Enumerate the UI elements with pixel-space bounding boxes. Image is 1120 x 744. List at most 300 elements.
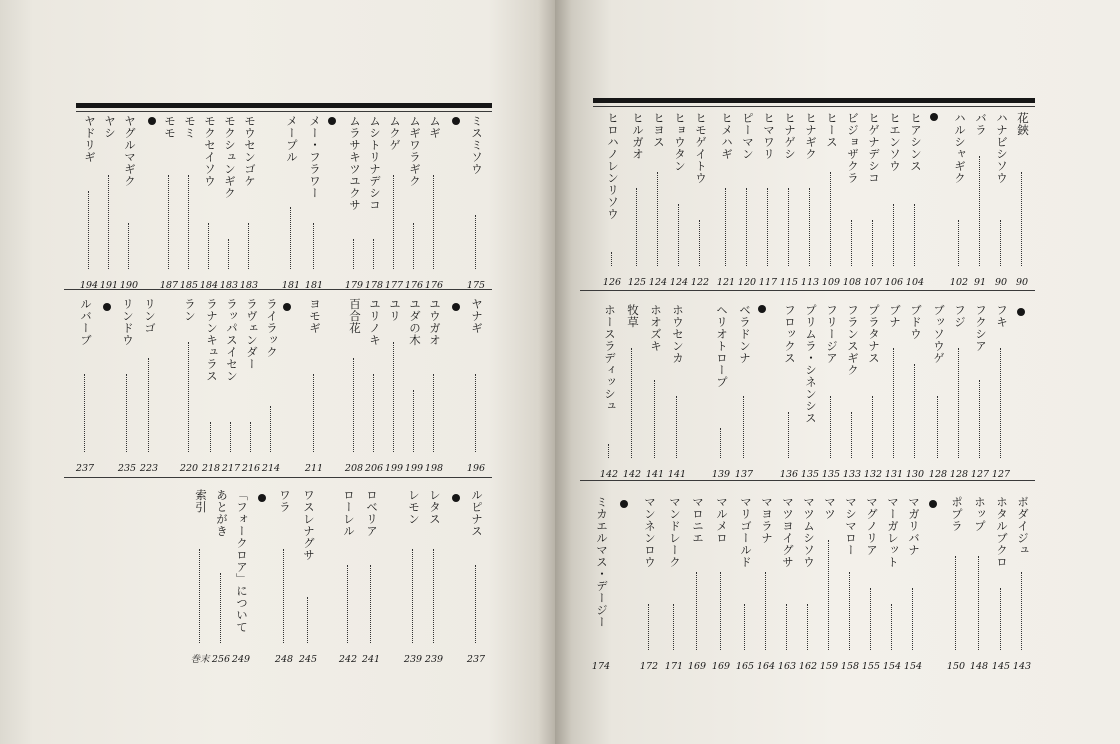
entry-page: 176: [424, 280, 444, 291]
entry-page: 176: [404, 280, 424, 291]
section-bullet: [283, 303, 291, 311]
index-entry: [425, 115, 443, 291]
entry-name: ラナンキュラス: [205, 298, 219, 382]
index-entry: [191, 489, 209, 665]
entry-name: ヒナギク: [804, 112, 818, 160]
entry-page: 130: [905, 469, 925, 480]
section-bullet: [452, 117, 460, 125]
index-entry: [405, 115, 423, 291]
entry-name: ヤドリギ: [83, 115, 97, 163]
entry-name: ワラ: [278, 489, 292, 513]
entry-page: 248: [274, 654, 294, 665]
index-entry: [864, 112, 882, 288]
index-entry: [801, 304, 819, 480]
entry-name: ブナ: [888, 304, 902, 328]
entry-name: フキ: [995, 304, 1009, 328]
entry-name: ヒヨス: [652, 112, 666, 148]
entry-name: ヤナギ: [470, 298, 484, 334]
index-entry: [822, 304, 840, 480]
entry-name: マガリバナ: [907, 496, 921, 556]
index-entry: [305, 298, 323, 474]
entry-name: マシマロー: [844, 496, 858, 556]
index-entry: [240, 115, 258, 291]
entry-page: 199: [404, 463, 424, 474]
entry-page: 142: [599, 469, 619, 480]
right-row-divider-1: [580, 290, 1035, 291]
entry-name: 花鋏: [1016, 112, 1030, 136]
index-entry: [780, 112, 798, 288]
entry-name: ワスレナグサ: [302, 489, 316, 561]
index-entry: [691, 112, 709, 288]
entry-name: ラン: [183, 298, 197, 322]
entry-name: 「フォークロア」について: [235, 489, 249, 633]
entry-page: 128: [949, 469, 969, 480]
entry-page: 133: [842, 469, 862, 480]
entry-name: ラッパスイセン: [225, 298, 239, 382]
index-entry: [202, 298, 220, 474]
entry-page: 181: [304, 280, 324, 291]
entry-name: ホースラディッシュ: [603, 304, 617, 412]
entry-name: ムギワラギク: [408, 115, 422, 187]
entry-page: 154: [903, 661, 923, 672]
index-entry: [778, 496, 796, 672]
entry-page: 137: [734, 469, 754, 480]
entry-name: ヒマワリ: [762, 112, 776, 160]
index-entry: [275, 489, 293, 665]
index-entry: [971, 304, 989, 480]
section-bullet: [930, 113, 938, 121]
index-entry: [222, 298, 240, 474]
entry-page: 117: [758, 277, 778, 288]
entry-name: マツムシソウ: [802, 496, 816, 568]
entry-name: マーガレット: [886, 496, 900, 568]
entry-page: 136: [779, 469, 799, 480]
entry-name: ムクゲ: [388, 115, 402, 151]
entry-name: フロックス: [783, 304, 797, 364]
entry-name: ビジョザクラ: [846, 112, 860, 184]
entry-page: 158: [840, 661, 860, 672]
entry-name: フリージア: [825, 304, 839, 364]
entry-page: 220: [179, 463, 199, 474]
index-entry: [801, 112, 819, 288]
index-entry: [649, 112, 667, 288]
entry-name: ヨモギ: [308, 298, 322, 334]
entry-page: 169: [687, 661, 707, 672]
entry-name: リンゴ: [143, 298, 157, 334]
entry-page: 208: [344, 463, 364, 474]
entry-page: 183: [219, 280, 239, 291]
entry-name: ホオズキ: [649, 304, 663, 352]
entry-page: 128: [928, 469, 948, 480]
entry-name: ローレル: [342, 489, 356, 537]
entry-name: ヒロハノレンリソウ: [606, 112, 620, 220]
entry-page: 223: [139, 463, 159, 474]
entry-name: レモン: [407, 489, 421, 525]
index-entry: [180, 115, 198, 291]
index-entry: [947, 496, 965, 672]
entry-name: ムギ: [428, 115, 442, 139]
entry-page: 143: [1012, 661, 1032, 672]
entry-page: 184: [199, 280, 219, 291]
index-entry: [738, 112, 756, 288]
entry-page: 256: [211, 654, 231, 665]
entry-name: ヤシ: [103, 115, 117, 139]
entry-page: 104: [905, 277, 925, 288]
entry-page: 142: [622, 469, 642, 480]
entry-name: モモ: [163, 115, 177, 139]
index-entry: [646, 304, 664, 480]
index-entry: [864, 304, 882, 480]
entry-name: ベラドンナ: [738, 304, 752, 364]
index-entry: [404, 489, 422, 665]
index-entry: [904, 496, 922, 672]
entry-page: 181: [281, 280, 301, 291]
index-entry: [120, 115, 138, 291]
entry-name: メー・フラワー: [308, 115, 322, 199]
entry-page: 127: [991, 469, 1011, 480]
index-entry: [950, 112, 968, 288]
entry-name: ヒース: [825, 112, 839, 148]
index-entry: [592, 496, 610, 672]
entry-name: バラ: [974, 112, 988, 136]
index-entry: [603, 112, 621, 288]
entry-name: ユダの木: [408, 298, 422, 346]
entry-page: 237: [466, 654, 486, 665]
entry-page: 245: [298, 654, 318, 665]
entry-name: ルバーブ: [79, 298, 93, 346]
index-entry: [780, 304, 798, 480]
section-bullet: [1017, 308, 1025, 316]
entry-page: 194: [79, 280, 99, 291]
entry-page: 145: [991, 661, 1011, 672]
index-entry: [623, 304, 641, 480]
index-entry: [425, 489, 443, 665]
entry-page: 155: [861, 661, 881, 672]
index-entry: [992, 304, 1010, 480]
index-entry: [232, 489, 250, 665]
entry-page: 218: [201, 463, 221, 474]
entry-name: 牧草: [626, 304, 640, 328]
entry-page: 239: [424, 654, 444, 665]
index-entry: [600, 304, 618, 480]
entry-name: ホップ: [973, 496, 987, 532]
entry-page: 115: [779, 277, 799, 288]
index-entry: [76, 298, 94, 474]
entry-page: 154: [882, 661, 902, 672]
index-entry: [688, 496, 706, 672]
entry-name: ピーマン: [741, 112, 755, 160]
entry-name: マツヨイグサ: [781, 496, 795, 568]
entry-page: 175: [466, 280, 486, 291]
entry-name: ヒエンソウ: [888, 112, 902, 172]
index-entry: [668, 304, 686, 480]
entry-name: ボダイジュ: [1016, 496, 1030, 556]
index-entry: [282, 115, 300, 291]
index-entry: [425, 298, 443, 474]
index-entry: [200, 115, 218, 291]
index-entry: [950, 304, 968, 480]
entry-page: 239: [403, 654, 423, 665]
index-entry: [345, 115, 363, 291]
entry-name: ユウガオ: [428, 298, 442, 346]
entry-page: 237: [75, 463, 95, 474]
entry-page: 122: [690, 277, 710, 288]
index-entry: [365, 298, 383, 474]
index-entry: [712, 304, 730, 480]
index-entry: [212, 489, 230, 665]
entry-page: 198: [424, 463, 444, 474]
entry-page: 171: [664, 661, 684, 672]
index-entry: [885, 112, 903, 288]
entry-page: 148: [969, 661, 989, 672]
entry-name: モクシュンギク: [223, 115, 237, 199]
section-bullet: [258, 494, 266, 502]
entry-name: モクセイソウ: [203, 115, 217, 187]
index-entry: [339, 489, 357, 665]
section-bullet: [452, 303, 460, 311]
entry-name: ブドウ: [909, 304, 923, 340]
index-entry: [345, 298, 363, 474]
section-bullet: [620, 500, 628, 508]
index-entry: [80, 115, 98, 291]
entry-name: ライラック: [265, 298, 279, 358]
index-entry: [820, 496, 838, 672]
entry-name: プリムラ・シネンシス: [804, 304, 818, 424]
index-entry: [665, 496, 683, 672]
entry-name: プラタナス: [867, 304, 881, 364]
entry-name: ミスミソウ: [470, 115, 484, 175]
index-entry: [299, 489, 317, 665]
index-entry: [100, 115, 118, 291]
entry-name: フランスギク: [846, 304, 860, 376]
index-entry: [1013, 112, 1031, 288]
entry-page: 150: [946, 661, 966, 672]
entry-page: 249: [231, 654, 251, 665]
entry-name: マリゴールド: [739, 496, 753, 568]
index-entry: [929, 304, 947, 480]
index-entry: [467, 298, 485, 474]
index-entry: [885, 304, 903, 480]
index-entry: [883, 496, 901, 672]
entry-name: ヘリオトロープ: [715, 304, 729, 388]
entry-name: マグノリア: [865, 496, 879, 556]
entry-name: ヒアシンス: [909, 112, 923, 172]
entry-page: 120: [737, 277, 757, 288]
entry-page: 108: [842, 277, 862, 288]
entry-page: 214: [261, 463, 281, 474]
section-bullet: [103, 303, 111, 311]
entry-name: レタス: [428, 489, 442, 525]
entry-name: ハルシャギク: [953, 112, 967, 184]
index-entry: [906, 304, 924, 480]
index-entry: [640, 496, 658, 672]
index-entry: [262, 298, 280, 474]
entry-name: モミ: [183, 115, 197, 139]
entry-name: フジ: [953, 304, 967, 328]
entry-name: ヒルガオ: [631, 112, 645, 160]
entry-name: ブッソウゲ: [932, 304, 946, 364]
entry-page: 139: [711, 469, 731, 480]
entry-name: ラヴェンダー: [245, 298, 259, 370]
entry-name: ヒゲナデシコ: [867, 112, 881, 184]
entry-page: 106: [884, 277, 904, 288]
entry-name: マツ: [823, 496, 837, 520]
right-row-divider-2: [580, 480, 1035, 481]
entry-page: 163: [777, 661, 797, 672]
index-entry: [970, 496, 988, 672]
entry-page: 183: [239, 280, 259, 291]
entry-name: ヒョウタン: [673, 112, 687, 172]
left-header-rule: [76, 103, 492, 108]
entry-name: メープル: [285, 115, 299, 163]
entry-page: 216: [241, 463, 261, 474]
section-bullet: [452, 494, 460, 502]
entry-page: 162: [798, 661, 818, 672]
entry-name: ユリノキ: [368, 298, 382, 346]
entry-name: ホタルブクロ: [995, 496, 1009, 568]
index-entry: [906, 112, 924, 288]
index-entry: [405, 298, 423, 474]
left-header-rule-thin: [76, 111, 492, 112]
right-header-rule-thin: [593, 106, 1035, 107]
index-entry: [843, 304, 861, 480]
index-entry: [628, 112, 646, 288]
entry-name: マヨラナ: [760, 496, 774, 544]
index-entry: [717, 112, 735, 288]
entry-name: あとがき: [215, 489, 229, 537]
entry-name: モウセンゴケ: [243, 115, 257, 187]
entry-name: マンドレーク: [668, 496, 682, 568]
right-header-rule: [593, 98, 1035, 103]
entry-page: 206: [364, 463, 384, 474]
entry-page: 211: [304, 463, 324, 474]
entry-name: フクシア: [974, 304, 988, 352]
index-entry: [971, 112, 989, 288]
index-entry: [735, 304, 753, 480]
entry-name: ホウセンカ: [671, 304, 685, 364]
section-bullet: [328, 117, 336, 125]
entry-page: 187: [159, 280, 179, 291]
entry-name: ルピナス: [470, 489, 484, 537]
index-entry: [467, 115, 485, 291]
index-entry: [862, 496, 880, 672]
section-bullet: [929, 500, 937, 508]
entry-name: ヒモゲイトウ: [694, 112, 708, 184]
entry-page: 90: [994, 277, 1008, 288]
entry-name: ヒメハギ: [720, 112, 734, 160]
index-entry: [305, 115, 323, 291]
entry-page: 169: [711, 661, 731, 672]
entry-name: ヤグルマギク: [123, 115, 137, 187]
index-entry: [220, 115, 238, 291]
entry-page: 177: [384, 280, 404, 291]
entry-page: 124: [669, 277, 689, 288]
index-entry: [365, 115, 383, 291]
entry-page: 131: [884, 469, 904, 480]
entry-page: 178: [364, 280, 384, 291]
section-bullet: [758, 305, 766, 313]
entry-page: 190: [119, 280, 139, 291]
entry-page: 185: [179, 280, 199, 291]
entry-page: 159: [819, 661, 839, 672]
entry-page: 巻末: [190, 654, 210, 665]
index-entry: [670, 112, 688, 288]
entry-page: 217: [221, 463, 241, 474]
index-entry: [841, 496, 859, 672]
entry-name: ポプラ: [950, 496, 964, 532]
index-entry: [843, 112, 861, 288]
index-entry: [799, 496, 817, 672]
index-entry: [759, 112, 777, 288]
entry-page: 196: [466, 463, 486, 474]
entry-page: 174: [591, 661, 611, 672]
index-entry: [757, 496, 775, 672]
index-entry: [160, 115, 178, 291]
entry-page: 141: [645, 469, 665, 480]
index-entry: [822, 112, 840, 288]
entry-page: 102: [949, 277, 969, 288]
index-entry: [992, 496, 1010, 672]
index-entry: [467, 489, 485, 665]
index-entry: [992, 112, 1010, 288]
entry-name: マンネンロウ: [643, 496, 657, 568]
entry-page: 125: [627, 277, 647, 288]
entry-page: 135: [821, 469, 841, 480]
entry-name: ハナビシソウ: [995, 112, 1009, 184]
index-entry: [385, 298, 403, 474]
entry-page: 132: [863, 469, 883, 480]
entry-page: 242: [338, 654, 358, 665]
entry-page: 165: [735, 661, 755, 672]
entry-name: リンドウ: [121, 298, 135, 346]
entry-name: ムラサキツユクサ: [348, 115, 362, 211]
entry-page: 164: [756, 661, 776, 672]
entry-name: 百合花: [348, 298, 362, 334]
entry-page: 113: [800, 277, 820, 288]
entry-page: 199: [384, 463, 404, 474]
index-entry: [140, 298, 158, 474]
entry-name: ロベリア: [365, 489, 379, 537]
entry-name: ヒナゲシ: [783, 112, 797, 160]
index-entry: [385, 115, 403, 291]
entry-page: 90: [1015, 277, 1029, 288]
entry-name: ムシトリナデシコ: [368, 115, 382, 211]
entry-page: 179: [344, 280, 364, 291]
entry-name: 索引: [194, 489, 208, 513]
entry-page: 141: [667, 469, 687, 480]
entry-page: 107: [863, 277, 883, 288]
entry-name: マルメロ: [715, 496, 729, 544]
entry-name: ミカエルマス・デージー: [595, 496, 609, 628]
index-entry: [712, 496, 730, 672]
entry-page: 191: [99, 280, 119, 291]
section-bullet: [148, 117, 156, 125]
index-entry: [362, 489, 380, 665]
entry-page: 235: [117, 463, 137, 474]
left-row-divider-2: [64, 477, 492, 478]
entry-page: 172: [639, 661, 659, 672]
index-entry: [242, 298, 260, 474]
entry-name: ユリ: [388, 298, 402, 322]
entry-page: 126: [602, 277, 622, 288]
entry-page: 121: [716, 277, 736, 288]
index-entry: [1013, 496, 1031, 672]
entry-page: 91: [973, 277, 987, 288]
entry-page: 241: [361, 654, 381, 665]
entry-page: 124: [648, 277, 668, 288]
index-entry: [180, 298, 198, 474]
entry-page: 109: [821, 277, 841, 288]
